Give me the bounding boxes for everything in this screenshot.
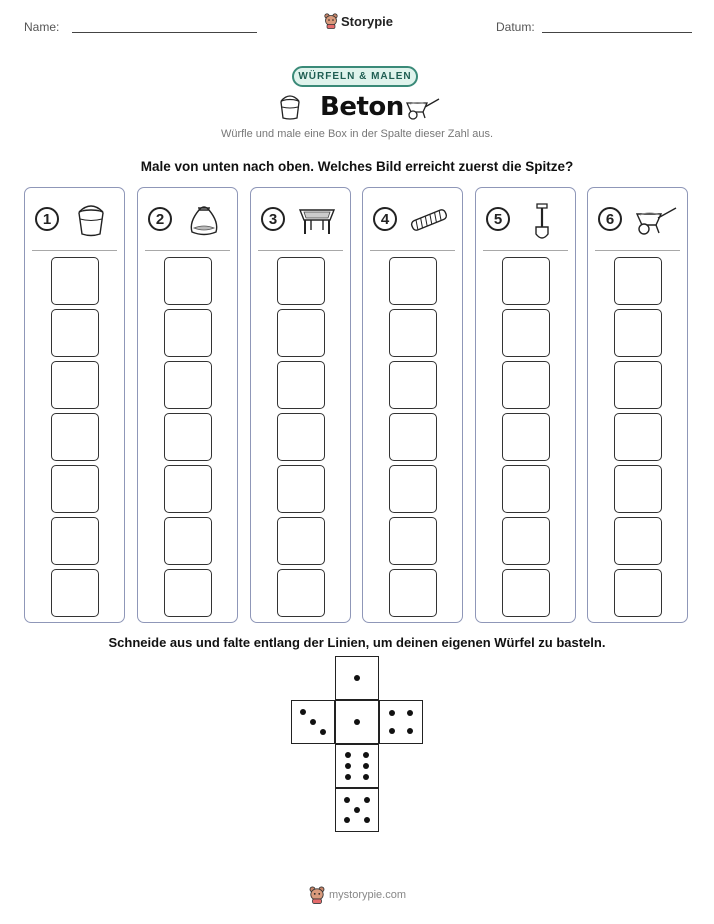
name-line[interactable]: [72, 32, 257, 33]
color-box[interactable]: [277, 309, 325, 357]
rebar-icon: [409, 202, 449, 238]
subtitle: Würfle und male eine Box in der Spalte dieser Zahl aus.: [220, 128, 494, 140]
color-box[interactable]: [51, 465, 99, 513]
column-header: [588, 202, 687, 242]
color-box[interactable]: [277, 361, 325, 409]
column-divider: [32, 250, 117, 251]
color-box[interactable]: [164, 569, 212, 617]
column-number: 6: [598, 207, 622, 231]
column-header: [138, 202, 237, 242]
column-number: 5: [486, 207, 510, 231]
color-box[interactable]: [164, 257, 212, 305]
footer-url[interactable]: mystorypie.com: [329, 889, 407, 901]
color-box[interactable]: [389, 517, 437, 565]
color-box[interactable]: [51, 517, 99, 565]
column-number: 1: [35, 207, 59, 231]
column-header: [363, 202, 462, 242]
color-box[interactable]: [164, 361, 212, 409]
pip: [389, 710, 395, 716]
color-box[interactable]: [51, 257, 99, 305]
pip: [354, 719, 360, 725]
color-box[interactable]: [277, 465, 325, 513]
color-box[interactable]: [389, 309, 437, 357]
color-box[interactable]: [164, 309, 212, 357]
column-number: 4: [373, 207, 397, 231]
color-box[interactable]: [502, 517, 550, 565]
color-box[interactable]: [614, 517, 662, 565]
color-box[interactable]: [277, 517, 325, 565]
pip: [320, 729, 326, 735]
instruction-text: Male von unten nach oben. Welches Bild erreicht zuerst die Spitze?: [140, 159, 574, 174]
column-header: [25, 202, 124, 242]
color-box[interactable]: [389, 569, 437, 617]
bucket-icon: [71, 202, 111, 238]
footer: [309, 886, 406, 904]
column-number: 2: [148, 207, 172, 231]
pip: [310, 719, 316, 725]
pip: [364, 817, 370, 823]
mixing-tub-icon: [297, 202, 337, 238]
pip: [345, 774, 351, 780]
date-label: Datum:: [496, 20, 535, 34]
brand-name: Storypie: [341, 13, 394, 29]
pip: [300, 709, 306, 715]
die-face-1: [335, 700, 379, 744]
pip: [354, 675, 360, 681]
pip: [363, 774, 369, 780]
brand-logo: [324, 13, 393, 29]
column-divider: [145, 250, 230, 251]
column-header: [251, 202, 350, 242]
color-box[interactable]: [164, 517, 212, 565]
color-box[interactable]: [277, 569, 325, 617]
color-box[interactable]: [502, 257, 550, 305]
pip: [344, 797, 350, 803]
column-number: 3: [261, 207, 285, 231]
color-box[interactable]: [502, 361, 550, 409]
color-box[interactable]: [614, 309, 662, 357]
bear-mascot-icon: [309, 886, 325, 904]
color-box[interactable]: [502, 465, 550, 513]
pip: [345, 763, 351, 769]
die-face-6: [335, 744, 379, 788]
column-divider: [595, 250, 680, 251]
bear-mascot-icon: [324, 13, 338, 29]
color-box[interactable]: [51, 309, 99, 357]
date-line[interactable]: [542, 32, 692, 33]
cut-instruction: Schneide aus und falte entlang der Linien, um deinen eigenen Würfel zu basteln.: [108, 635, 606, 650]
color-box[interactable]: [389, 361, 437, 409]
column-divider: [258, 250, 343, 251]
color-box[interactable]: [614, 465, 662, 513]
color-box[interactable]: [277, 257, 325, 305]
column-divider: [370, 250, 455, 251]
pip: [345, 752, 351, 758]
pip: [354, 807, 360, 813]
pip: [364, 797, 370, 803]
wheelbarrow-icon: [634, 202, 678, 238]
pip: [407, 728, 413, 734]
die-face-3: [291, 700, 335, 744]
page-title: Beton: [320, 92, 404, 122]
wheelbarrow-icon: [405, 95, 441, 121]
column-3: [250, 187, 351, 623]
title-row: [0, 90, 714, 126]
column-5: [475, 187, 576, 623]
color-box[interactable]: [502, 309, 550, 357]
name-label: Name:: [24, 20, 60, 34]
pip: [389, 728, 395, 734]
pip: [407, 710, 413, 716]
die-face-1: [335, 656, 379, 700]
color-box[interactable]: [51, 569, 99, 617]
column-4: [362, 187, 463, 623]
color-box[interactable]: [389, 465, 437, 513]
color-box[interactable]: [614, 569, 662, 617]
die-face-4: [379, 700, 423, 744]
color-box[interactable]: [51, 361, 99, 409]
pip: [363, 752, 369, 758]
die-face-5: [335, 788, 379, 832]
color-box[interactable]: [164, 413, 212, 461]
color-box[interactable]: [502, 413, 550, 461]
color-box[interactable]: [277, 413, 325, 461]
color-box[interactable]: [389, 413, 437, 461]
pip: [344, 817, 350, 823]
bucket-icon: [278, 93, 302, 121]
column-6: [587, 187, 688, 623]
column-divider: [483, 250, 568, 251]
category-badge: WÜRFELN & MALEN: [292, 66, 418, 87]
color-box[interactable]: [51, 413, 99, 461]
color-box[interactable]: [502, 569, 550, 617]
color-box[interactable]: [614, 257, 662, 305]
color-box[interactable]: [164, 465, 212, 513]
column-header: [476, 202, 575, 242]
column-1: [24, 187, 125, 623]
pip: [363, 763, 369, 769]
color-box[interactable]: [614, 361, 662, 409]
column-2: [137, 187, 238, 623]
color-box[interactable]: [614, 413, 662, 461]
shovel-icon: [522, 202, 562, 242]
cement-bag-icon: [184, 202, 224, 238]
color-box[interactable]: [389, 257, 437, 305]
